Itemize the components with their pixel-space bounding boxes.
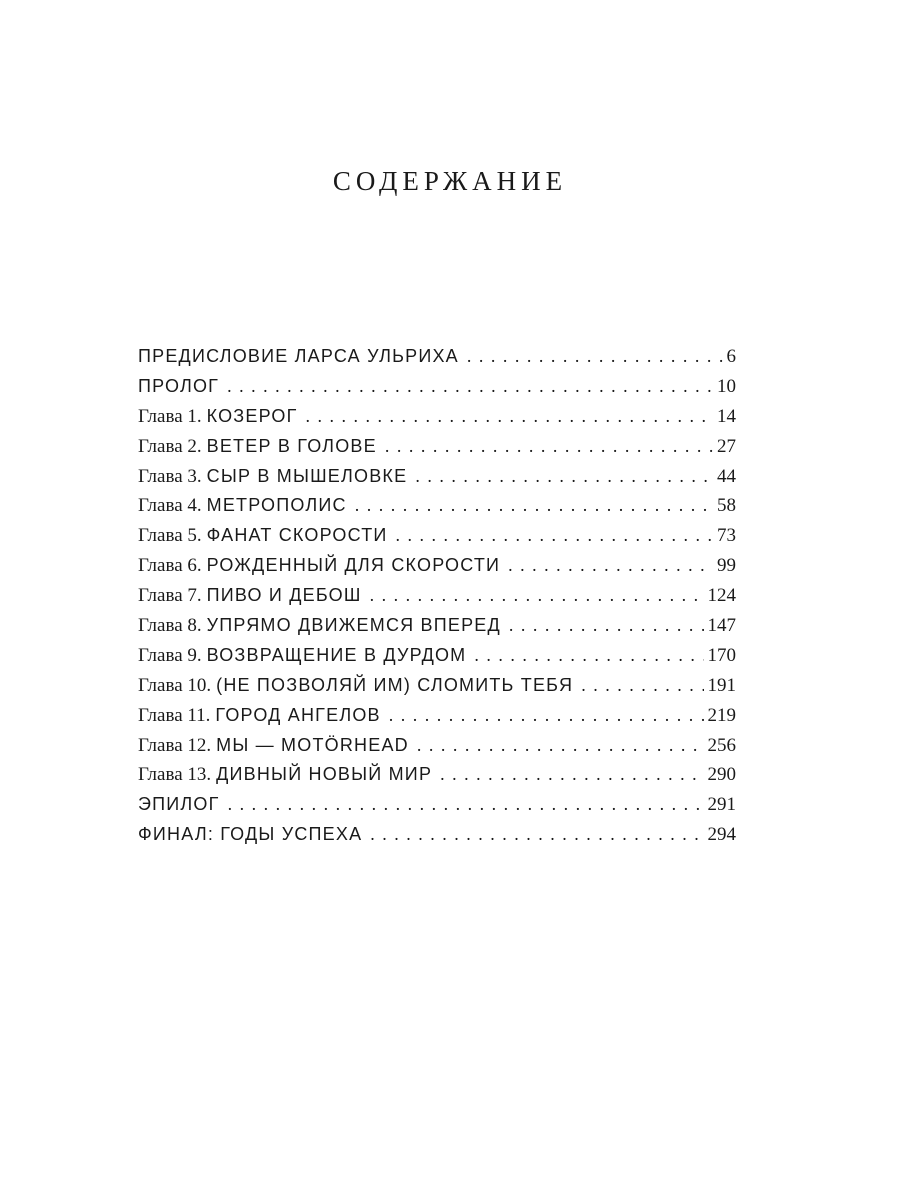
page-title: СОДЕРЖАНИЕ xyxy=(332,166,568,196)
toc-entry-title: РОЖДЕННЫЙ ДЛЯ СКОРОСТИ xyxy=(206,555,501,576)
toc-entry-chapter-12[interactable] xyxy=(138,731,736,761)
toc-entry-title: ПРЕДИСЛОВИЕ ЛАРСА УЛЬРИХА xyxy=(138,346,459,366)
toc-entry-chapter-6[interactable] xyxy=(138,551,736,581)
toc-entry-text xyxy=(138,731,409,761)
toc-chapter-label: Глава 12. xyxy=(138,734,212,756)
toc-entry-title: УПРЯМО ДВИЖЕМСЯ ВПЕРЕД xyxy=(206,615,501,636)
toc-entry-title: КОЗЕРОГ xyxy=(206,405,298,426)
toc-entry-chapter-3[interactable] xyxy=(138,462,736,492)
toc-entry-chapter-2[interactable] xyxy=(138,432,736,462)
toc-entry-title: МЫ — MOTÖRHEAD xyxy=(216,734,409,755)
dot-leader xyxy=(508,551,713,581)
toc-page-number: 147 xyxy=(707,615,736,637)
toc-entry-text xyxy=(138,671,573,701)
toc-entry-title: МЕТРОПОЛИС xyxy=(206,495,347,516)
toc-entry-chapter-10[interactable] xyxy=(138,671,736,701)
dot-leader xyxy=(355,491,713,521)
toc-page-number: 73 xyxy=(717,525,736,547)
toc-entry-title: ГОРОД АНГЕЛОВ xyxy=(215,704,381,725)
toc-chapter-label: Глава 11. xyxy=(138,704,211,726)
toc-entry-chapter-8[interactable] xyxy=(138,611,736,641)
toc-chapter-label: Глава 13. xyxy=(138,764,212,786)
dot-leader xyxy=(227,372,713,402)
toc-entry-text xyxy=(138,491,347,521)
toc-entry-title: ВОЗВРАЩЕНИЕ В ДУРДОМ xyxy=(206,644,467,665)
toc-page-number: 170 xyxy=(707,644,736,666)
toc-entry-title: (НЕ ПОЗВОЛЯЙ ИМ) СЛОМИТЬ ТЕБЯ xyxy=(216,674,574,695)
toc-entry-text xyxy=(138,790,220,820)
toc-page-number: 27 xyxy=(717,435,736,457)
toc-entry-chapter-13[interactable] xyxy=(138,760,736,790)
toc-entry-chapter-9[interactable] xyxy=(138,641,736,671)
toc-entry-title: ДИВНЫЙ НОВЫЙ МИР xyxy=(216,764,433,785)
dot-leader xyxy=(370,820,703,850)
toc-chapter-label: Глава 3. xyxy=(138,465,202,487)
toc-entry-text xyxy=(138,462,407,492)
toc-entry-text xyxy=(138,342,459,372)
toc-page-number: 294 xyxy=(707,824,736,846)
toc-entry-text xyxy=(138,581,362,611)
toc-entry-text xyxy=(138,611,501,641)
toc-entry-text xyxy=(138,521,388,551)
dot-leader xyxy=(417,731,704,761)
toc-page-number: 10 xyxy=(717,375,736,397)
toc-entry-title: СЫР В МЫШЕЛОВКЕ xyxy=(206,465,408,486)
dot-leader xyxy=(415,462,713,492)
toc-chapter-label: Глава 1. xyxy=(138,405,202,427)
toc-chapter-label: Глава 6. xyxy=(138,555,202,577)
toc-entry-text xyxy=(138,760,432,790)
toc-entry-text xyxy=(138,372,219,402)
dot-leader xyxy=(467,342,723,372)
dot-leader xyxy=(228,790,704,820)
toc-entry-chapter-4[interactable] xyxy=(138,491,736,521)
toc-entry-preface[interactable] xyxy=(138,342,736,372)
toc-page-number: 58 xyxy=(717,495,736,517)
toc-entry-text xyxy=(138,432,377,462)
dot-leader xyxy=(385,432,713,462)
toc-page-number: 291 xyxy=(707,794,736,816)
table-of-contents xyxy=(138,342,736,850)
toc-chapter-label: Глава 7. xyxy=(138,585,202,607)
toc-page-number: 219 xyxy=(707,704,736,726)
dot-leader xyxy=(306,402,713,432)
toc-chapter-label: Глава 5. xyxy=(138,525,202,547)
toc-page-number: 191 xyxy=(707,674,736,696)
toc-entry-title: ФИНАЛ: ГОДЫ УСПЕХА xyxy=(138,824,363,845)
toc-entry-text xyxy=(138,820,362,850)
toc-entry-chapter-5[interactable] xyxy=(138,521,736,551)
toc-entry-title: ПРОЛОГ xyxy=(138,375,220,396)
toc-entry-title: ФАНАТ СКОРОСТИ xyxy=(206,525,388,546)
dot-leader xyxy=(440,760,703,790)
toc-page-number: 14 xyxy=(717,405,736,427)
toc-chapter-label: Глава 4. xyxy=(138,495,202,517)
toc-page-number: 6 xyxy=(726,346,736,367)
toc-entry-text xyxy=(138,641,466,671)
toc-entry-prologue[interactable] xyxy=(138,372,736,402)
toc-entry-title: ВЕТЕР В ГОЛОВЕ xyxy=(206,435,377,456)
toc-entry-title: ПИВО И ДЕБОШ xyxy=(206,585,362,606)
dot-leader xyxy=(389,701,704,731)
dot-leader xyxy=(474,641,703,671)
toc-entry-epilogue[interactable] xyxy=(138,790,736,820)
toc-entry-text xyxy=(138,551,500,581)
dot-leader xyxy=(396,521,713,551)
toc-entry-finale[interactable] xyxy=(138,820,736,850)
toc-entry-chapter-7[interactable] xyxy=(138,581,736,611)
dot-leader xyxy=(581,671,703,701)
toc-entry-chapter-1[interactable] xyxy=(138,402,736,432)
toc-page-number: 124 xyxy=(707,585,736,607)
toc-entry-text xyxy=(138,402,298,432)
dot-leader xyxy=(370,581,704,611)
toc-entry-chapter-11[interactable] xyxy=(138,701,736,731)
toc-page-number: 290 xyxy=(707,764,736,786)
toc-chapter-label: Глава 2. xyxy=(138,435,202,457)
toc-page-number: 44 xyxy=(717,465,736,487)
toc-chapter-label: Глава 9. xyxy=(138,644,202,666)
toc-chapter-label: Глава 8. xyxy=(138,615,202,637)
dot-leader xyxy=(509,611,704,641)
toc-chapter-label: Глава 10. xyxy=(138,674,212,696)
toc-page-number: 256 xyxy=(707,734,736,756)
toc-entry-title: ЭПИЛОГ xyxy=(138,794,220,815)
toc-entry-text xyxy=(138,701,381,731)
toc-page-number: 99 xyxy=(717,555,736,577)
